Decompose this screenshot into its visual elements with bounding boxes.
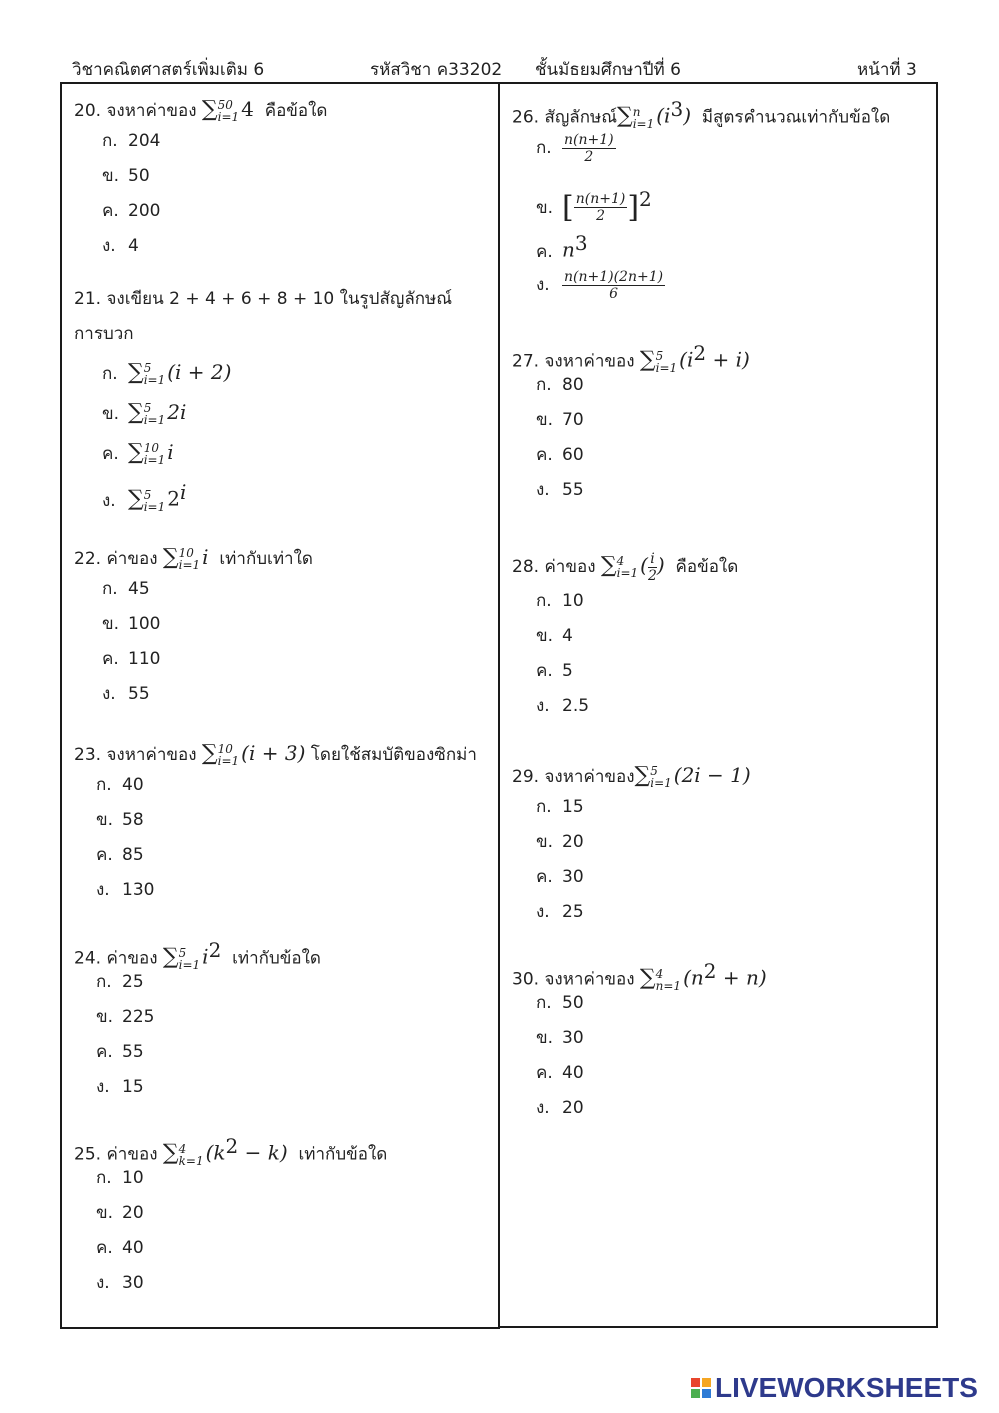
question-stem <box>512 94 891 131</box>
option-list <box>96 768 477 908</box>
option-text: 40 <box>122 775 144 795</box>
option[interactable] <box>536 860 751 895</box>
option[interactable] <box>536 790 751 825</box>
question-stem: 21. จงเขียน 2 + 4 + 6 + 8 + 10 ในรูปสัญลักษณ์การบวก <box>74 289 453 344</box>
lower-limit: i=1 <box>178 957 201 972</box>
option[interactable] <box>102 572 313 607</box>
sigma-limits <box>144 362 166 386</box>
sigma-symbol: ∑ <box>201 741 218 766</box>
option-text: 30 <box>562 1028 584 1048</box>
denominator: 2 <box>584 148 594 165</box>
option-label: ง. <box>536 480 550 500</box>
lower-limit: i=1 <box>143 499 166 514</box>
option-text: 58 <box>122 810 144 830</box>
lower-limit: n=1 <box>655 978 682 993</box>
question-tail: คือข้อใด <box>675 557 739 577</box>
option-text: 25 <box>562 902 584 922</box>
question-stem <box>512 760 751 790</box>
upper-limit: 10 <box>143 441 159 455</box>
left-bracket: [ <box>562 189 574 225</box>
option[interactable] <box>536 172 890 226</box>
right-column <box>498 82 938 1328</box>
option[interactable] <box>536 124 890 172</box>
option-label: ข. <box>96 1007 114 1027</box>
option-label: ง. <box>536 275 550 295</box>
option-text: 55 <box>122 1042 144 1062</box>
sigma-symbol: ∑ <box>162 545 179 570</box>
option-text: 20 <box>562 832 584 852</box>
option-label: ข. <box>536 410 554 430</box>
logo-square <box>691 1389 700 1398</box>
numerator: n(n+1) <box>564 131 614 148</box>
option-label: ก. <box>96 775 112 795</box>
upper-limit: 5 <box>143 361 152 375</box>
summand: (2i − 1) <box>673 763 751 787</box>
question-tail: มีสูตรคำนวณเท่ากับข้อใด <box>701 107 891 128</box>
question-number: 20. จงหาค่าของ <box>74 101 197 121</box>
question-number: 22. ค่าของ <box>74 549 158 569</box>
option-text: 15 <box>122 1077 144 1097</box>
option[interactable] <box>102 392 474 432</box>
option-text: 60 <box>562 445 584 465</box>
option-label: ก. <box>102 131 118 151</box>
option[interactable] <box>536 368 750 403</box>
option-label: ง. <box>96 1077 110 1097</box>
sigma-limits <box>144 489 166 513</box>
option[interactable] <box>102 352 474 392</box>
option-label: ก. <box>536 797 552 817</box>
option[interactable] <box>536 1091 767 1126</box>
option[interactable] <box>102 642 313 677</box>
option-label: ค. <box>536 445 553 465</box>
option-text: 10 <box>122 1168 144 1188</box>
summand-tail: + n) <box>716 965 767 990</box>
option-text: 100 <box>128 614 161 634</box>
option-label: ข. <box>96 1203 114 1223</box>
denominator: 2 <box>596 208 605 225</box>
sigma-limits <box>179 1143 204 1167</box>
option-label: ก. <box>102 364 118 384</box>
option[interactable] <box>102 229 327 264</box>
upper-limit: 5 <box>655 348 664 363</box>
option-label: ค. <box>96 1042 113 1062</box>
option-text: 110 <box>128 649 161 669</box>
exponent: 2 <box>693 341 707 365</box>
option[interactable] <box>102 194 327 229</box>
lower-limit: k=1 <box>178 1153 204 1168</box>
sigma-limits <box>656 968 681 992</box>
option[interactable] <box>96 1231 387 1266</box>
option-label: ค. <box>96 845 113 865</box>
question-26 <box>512 94 890 309</box>
question-stem <box>74 935 321 972</box>
lower-limit: i=1 <box>217 754 240 768</box>
summand: (n <box>683 965 704 990</box>
upper-limit: 4 <box>655 966 664 981</box>
fraction <box>562 132 616 165</box>
sigma-limits <box>218 743 240 767</box>
upper-limit: 10 <box>217 742 233 756</box>
option[interactable] <box>96 1266 387 1301</box>
numerator: n(n+1) <box>575 191 626 208</box>
logo-square <box>702 1389 711 1398</box>
fraction <box>648 551 657 584</box>
option-label: ง. <box>536 1098 550 1118</box>
option-label: ก. <box>102 579 118 599</box>
option-text: 30 <box>562 867 584 887</box>
option[interactable] <box>96 1035 321 1070</box>
sigma-symbol: ∑ <box>639 965 656 991</box>
option-text: 2.5 <box>562 696 590 716</box>
question-number: 23. จงหาค่าของ <box>74 745 197 765</box>
upper-limit: 50 <box>217 98 233 112</box>
course-code: รหัสวิชา ค33202 <box>370 60 503 80</box>
option-label: ก. <box>96 972 112 992</box>
upper-limit: n <box>632 104 641 119</box>
option-label: ค. <box>96 1238 113 1258</box>
option-label: ค. <box>536 661 553 681</box>
summand-tail: ) <box>683 103 691 128</box>
question-tail: โดยใช้สมบัติของซิกม่า <box>310 745 477 765</box>
lower-limit: i=1 <box>178 558 201 572</box>
option-list <box>536 368 750 508</box>
sigma-symbol: ∑ <box>128 440 144 465</box>
summand: 2 <box>167 486 180 511</box>
summand: (i <box>656 103 671 128</box>
upper-limit: 5 <box>143 487 152 502</box>
option-text: 20 <box>122 1203 144 1223</box>
option-label: ข. <box>536 832 554 852</box>
option-label: ข. <box>102 614 120 634</box>
question-24 <box>74 935 321 1105</box>
option-label: ง. <box>96 1273 110 1293</box>
sigma-symbol: ∑ <box>639 347 656 373</box>
question-stem <box>512 546 738 584</box>
question-23 <box>74 738 477 908</box>
lower-limit: i=1 <box>143 373 166 387</box>
sigma-symbol: ∑ <box>634 763 651 788</box>
exponent: 2 <box>639 187 652 211</box>
question-22 <box>74 542 313 712</box>
lower-limit: i=1 <box>217 110 240 124</box>
liveworksheets-logo[interactable] <box>691 1374 978 1402</box>
left-paren: ( <box>640 553 648 577</box>
question-tail: คือข้อใด <box>264 101 328 121</box>
option-text: 40 <box>562 1063 584 1083</box>
option-label: ก. <box>536 138 552 158</box>
option-label: ก. <box>536 993 552 1013</box>
logo-mark-icon <box>691 1378 711 1398</box>
option-list <box>102 124 327 264</box>
option[interactable] <box>536 1021 767 1056</box>
option[interactable] <box>96 1196 387 1231</box>
sigma-limits <box>617 555 639 579</box>
denominator: 6 <box>609 285 618 302</box>
lower-limit: i=1 <box>650 776 672 790</box>
option-label: ก. <box>536 375 552 395</box>
subject-title: วิชาคณิตศาสตร์เพิ่มเติม 6 <box>72 60 265 80</box>
option[interactable] <box>536 438 750 473</box>
question-stem <box>74 94 327 124</box>
question-tail: เท่ากับเท่าใด <box>219 549 313 569</box>
sigma-limits <box>656 350 678 374</box>
right-paren: ) <box>656 553 665 577</box>
question-number: 30. จงหาค่าของ <box>512 969 635 990</box>
sigma-limits <box>218 99 240 123</box>
option-text: 15 <box>562 797 584 817</box>
option[interactable] <box>536 986 767 1021</box>
lower-limit: i=1 <box>655 360 678 375</box>
option[interactable] <box>536 584 738 619</box>
fraction <box>562 269 665 302</box>
option-text: 204 <box>128 131 161 151</box>
sigma-symbol: ∑ <box>128 486 144 512</box>
question-number: 26. สัญลักษณ์ <box>512 107 617 128</box>
option-list <box>102 352 474 512</box>
question-27 <box>512 338 750 508</box>
option[interactable] <box>102 472 474 512</box>
question-stem <box>74 738 477 768</box>
right-bracket: ] <box>627 189 640 225</box>
summand-tail: + i) <box>706 347 750 372</box>
option-text: 40 <box>122 1238 144 1258</box>
sigma-symbol: ∑ <box>162 1140 179 1166</box>
option-label: ค. <box>536 241 553 262</box>
sigma-limits <box>179 947 201 971</box>
option-text: 85 <box>122 845 144 865</box>
option[interactable] <box>96 965 321 1000</box>
option-label: ข. <box>102 404 120 424</box>
numerator: i <box>650 550 655 567</box>
upper-limit: 5 <box>143 401 152 415</box>
sigma-limits <box>144 442 166 466</box>
option-text: 4 <box>128 236 139 256</box>
lower-limit: i=1 <box>143 413 166 427</box>
option-text: 70 <box>562 410 584 430</box>
option[interactable] <box>102 607 313 642</box>
exponent: i <box>179 480 187 504</box>
option-text: 55 <box>562 480 584 500</box>
upper-limit: 10 <box>178 546 194 560</box>
option[interactable] <box>536 261 890 309</box>
option-label: ค. <box>536 867 553 887</box>
option-label: ก. <box>536 591 552 611</box>
question-number: 29. จงหาค่าของ <box>512 767 635 787</box>
summand: i <box>167 440 174 464</box>
option-text: 4 <box>562 626 573 646</box>
option-label: ง. <box>102 684 116 704</box>
option-label: ค. <box>102 201 119 221</box>
option-text: 50 <box>562 993 584 1013</box>
sigma-limits <box>144 402 166 426</box>
option[interactable] <box>102 159 327 194</box>
sigma-symbol: ∑ <box>600 553 617 578</box>
option[interactable] <box>102 124 327 159</box>
upper-limit: 4 <box>178 1141 187 1156</box>
upper-limit: 5 <box>178 945 187 960</box>
summand: i <box>202 545 209 569</box>
option[interactable] <box>536 689 738 724</box>
summand: 4 <box>241 97 254 121</box>
option-label: ข. <box>536 626 554 646</box>
lower-limit: i=1 <box>632 116 655 131</box>
question-number: 25. ค่าของ <box>74 1144 158 1165</box>
summand: (i + 2) <box>167 360 232 384</box>
option[interactable] <box>96 1161 387 1196</box>
option[interactable] <box>96 803 477 838</box>
left-column <box>60 82 500 1329</box>
logo-square <box>691 1378 700 1387</box>
denominator: 2 <box>647 567 657 584</box>
option-label: ง. <box>96 880 110 900</box>
option-label: ข. <box>102 166 120 186</box>
option-label: ง. <box>536 902 550 922</box>
question-28 <box>512 546 738 724</box>
option-text: 130 <box>122 880 155 900</box>
option[interactable] <box>102 677 313 712</box>
option-text: 5 <box>562 661 573 681</box>
page-header <box>72 56 924 80</box>
option-text: 20 <box>562 1098 584 1118</box>
sigma-symbol: ∑ <box>162 944 179 970</box>
page-number: หน้าที่ 3 <box>857 60 917 80</box>
question-stem <box>74 542 313 572</box>
option[interactable] <box>536 619 738 654</box>
option[interactable] <box>96 1070 321 1105</box>
option-text: 200 <box>128 201 161 221</box>
sigma-symbol: ∑ <box>201 97 218 122</box>
grade-level: ชั้นมัธยมศึกษาปีที่ 6 <box>535 60 681 80</box>
option[interactable] <box>96 838 477 873</box>
option[interactable] <box>536 825 751 860</box>
option-label: ข. <box>96 810 114 830</box>
sigma-limits <box>650 765 672 789</box>
option[interactable] <box>536 1056 767 1091</box>
option-list <box>536 790 751 930</box>
exponent: 2 <box>225 1134 239 1158</box>
option[interactable] <box>536 226 890 261</box>
question-25 <box>74 1131 387 1301</box>
upper-limit: 4 <box>616 554 625 568</box>
option-list <box>536 584 738 724</box>
sigma-limits <box>633 106 655 130</box>
option[interactable] <box>96 1000 321 1035</box>
option-expression: n <box>562 237 575 262</box>
question-number: 27. จงหาค่าของ <box>512 351 635 372</box>
exponent: 3 <box>670 97 684 121</box>
option[interactable] <box>96 873 477 908</box>
option[interactable] <box>536 895 751 930</box>
option-text: 55 <box>128 684 150 704</box>
question-30 <box>512 956 767 1126</box>
option-text: 80 <box>562 375 584 395</box>
numerator: n(n+1)(2n+1) <box>564 268 664 285</box>
sigma-symbol: ∑ <box>128 360 144 385</box>
option-text: 10 <box>562 591 584 611</box>
summand-tail: − k) <box>238 1140 288 1165</box>
option-text: 30 <box>122 1273 144 1293</box>
option[interactable] <box>536 403 750 438</box>
sigma-limits <box>179 547 201 571</box>
option-list <box>536 124 890 309</box>
exponent: 3 <box>574 231 588 255</box>
option[interactable] <box>102 432 474 472</box>
option[interactable] <box>96 768 477 803</box>
question-29 <box>512 760 751 930</box>
option-text: 25 <box>122 972 144 992</box>
lower-limit: i=1 <box>143 453 166 467</box>
option-label: ข. <box>536 1028 554 1048</box>
option-list <box>96 965 321 1105</box>
exponent: 2 <box>208 938 222 962</box>
option-label: ง. <box>536 696 550 716</box>
option-list <box>102 572 313 712</box>
option-label: ค. <box>536 1063 553 1083</box>
exponent: 2 <box>703 959 717 983</box>
option-list <box>96 1161 387 1301</box>
option[interactable] <box>536 654 738 689</box>
option-label: ค. <box>102 444 119 464</box>
summand: (k <box>205 1140 226 1165</box>
sigma-symbol: ∑ <box>128 400 144 425</box>
option-label: ค. <box>102 649 119 669</box>
lower-limit: i=1 <box>616 566 639 580</box>
summand: i <box>202 944 209 969</box>
summand: (i + 3) <box>241 741 306 765</box>
summand: (i <box>679 347 694 372</box>
option-label: ง. <box>102 490 116 511</box>
option[interactable] <box>536 473 750 508</box>
fraction <box>574 191 628 224</box>
question-number: 24. ค่าของ <box>74 948 158 969</box>
option-text: 50 <box>128 166 150 186</box>
option-label: ง. <box>102 236 116 256</box>
question-stem <box>512 338 750 375</box>
option-list <box>536 986 767 1126</box>
option-label: ข. <box>536 197 554 218</box>
question-tail: เท่ากับข้อใด <box>232 948 321 969</box>
question-21 <box>74 282 474 512</box>
sigma-symbol: ∑ <box>617 103 633 129</box>
upper-limit: 5 <box>650 764 658 778</box>
question-stem <box>74 1131 388 1168</box>
logo-square <box>702 1378 711 1387</box>
question-number: 28. ค่าของ <box>512 557 596 577</box>
summand: 2i <box>167 400 187 424</box>
option-label: ก. <box>96 1168 112 1188</box>
option-text: 225 <box>122 1007 155 1027</box>
question-stem <box>512 956 767 993</box>
question-tail: เท่ากับข้อใด <box>298 1144 388 1165</box>
question-20 <box>74 94 327 264</box>
logo-text: LIVEWORKSHEETS <box>715 1372 978 1403</box>
option-text: 45 <box>128 579 150 599</box>
